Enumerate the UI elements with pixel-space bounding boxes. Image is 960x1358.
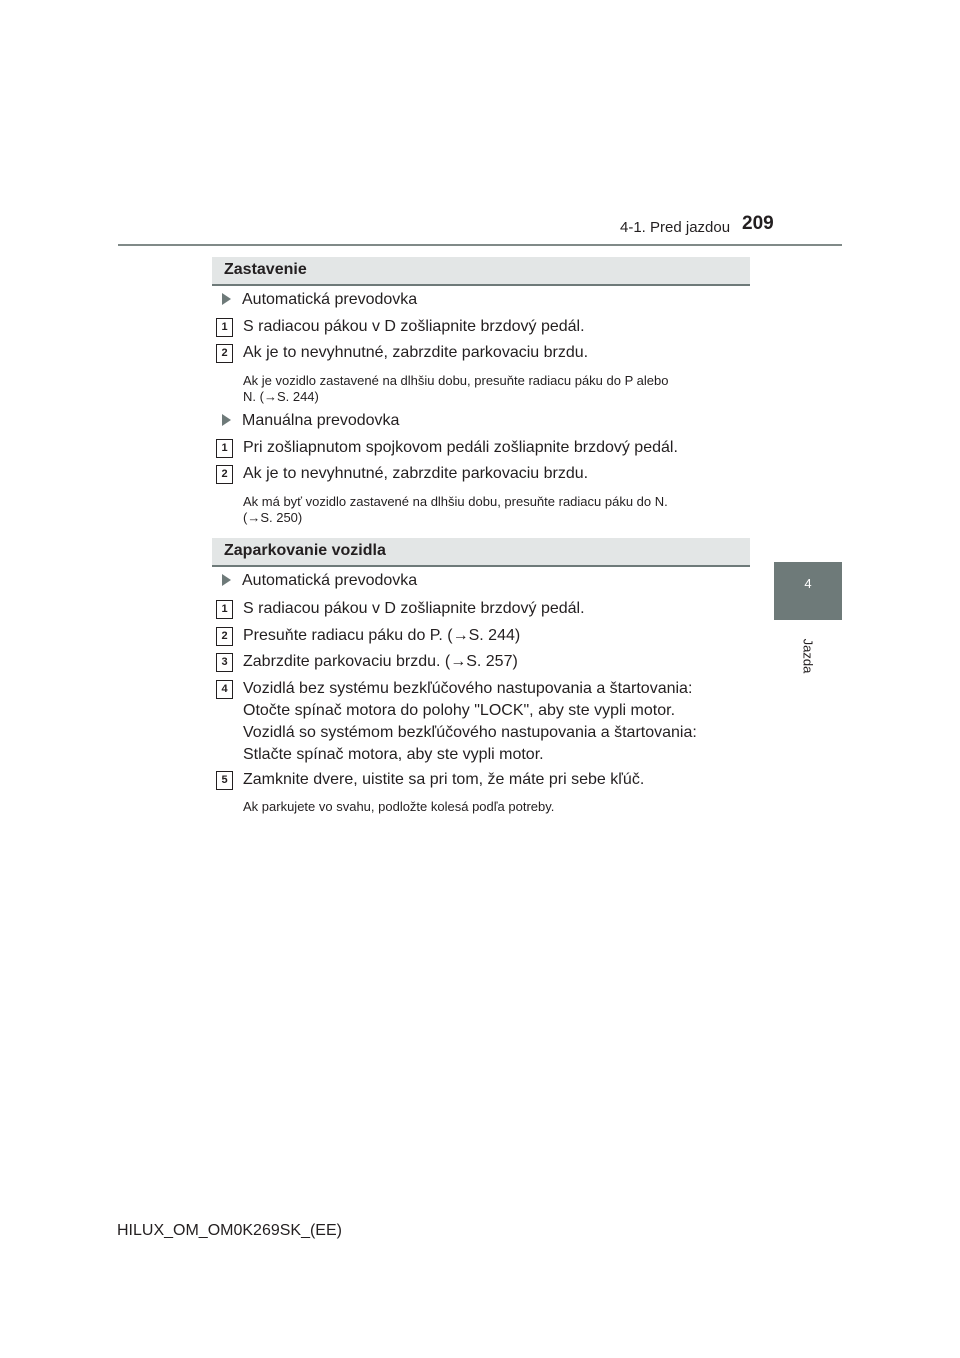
chapter-label: Jazda: [800, 638, 816, 674]
triangle-bullet-icon: [222, 414, 231, 426]
chapter-tab-label: [770, 626, 846, 686]
step-number: 2: [216, 627, 233, 646]
subheading-manual: [222, 412, 399, 430]
step-text-line: Otočte spínač motora do polohy "LOCK", aby ste vypli motor.: [243, 702, 676, 719]
step-number: 2: [216, 465, 233, 484]
section-heading-label: Zastavenie: [224, 261, 307, 278]
header-divider: [118, 244, 842, 246]
step-text: Presuňte radiacu páku do P. (→S. 244): [243, 627, 521, 644]
step-text: [243, 678, 697, 766]
triangle-bullet-icon: [222, 293, 231, 305]
page-header: [0, 0, 960, 250]
chapter-number: 4: [804, 576, 812, 591]
step-number: 1: [216, 318, 233, 337]
subheading-label: Manuálna prevodovka: [242, 412, 400, 429]
step-text: Zamknite dvere, uistite sa pri tom, že máte pri sebe kľúč.: [243, 771, 645, 788]
triangle-bullet-icon: [222, 574, 231, 586]
subheading-automatic: [222, 572, 417, 590]
page-number: 209: [742, 213, 774, 234]
step-text-line: Vozidlá so systémom bezkľúčového nastupovania a štartovania:: [243, 724, 697, 741]
section-title: 4-1. Pred jazdou: [620, 219, 731, 236]
step-number: 1: [216, 439, 233, 458]
section-heading-label: Zaparkovanie vozidla: [224, 542, 386, 559]
step-number: 2: [216, 344, 233, 363]
note-line: Ak parkujete vo svahu, podložte kolesá podľa potreby.: [243, 799, 555, 814]
step-text-line: Vozidlá bez systému bezkľúčového nastupovania a štartovania:: [243, 680, 693, 697]
section-heading-parking: [212, 538, 750, 567]
step-text: Ak je to nevyhnutné, zabrzdite parkovaciu brzdu.: [243, 344, 589, 361]
note-line: Ak je vozidlo zastavené na dlhšiu dobu, presuňte radiacu páku do P alebo: [243, 373, 669, 388]
note: [243, 799, 554, 815]
step-text: Zabrzdite parkovaciu brzdu. (→S. 257): [243, 653, 518, 670]
step-number: 5: [216, 771, 233, 790]
chapter-tab: [774, 562, 842, 620]
step-number: 4: [216, 680, 233, 699]
document-footer: HILUX_OM_OM0K269SK_(EE): [117, 1222, 342, 1239]
subheading-automatic: [222, 291, 417, 309]
note-line: N. (→S. 244): [243, 389, 319, 404]
subheading-label: Automatická prevodovka: [242, 572, 418, 589]
step-number: 3: [216, 653, 233, 672]
section-heading-stopping: [212, 257, 750, 286]
subheading-label: Automatická prevodovka: [242, 291, 418, 308]
step-text-line: Stlačte spínač motora, aby ste vypli motor.: [243, 746, 544, 763]
note-line: (→S. 250): [243, 510, 303, 525]
step-text: Ak je to nevyhnutné, zabrzdite parkovaciu brzdu.: [243, 465, 589, 482]
step-text: S radiacou pákou v D zošliapnite brzdový pedál.: [243, 600, 585, 617]
note-line: Ak má byť vozidlo zastavené na dlhšiu dobu, presuňte radiacu páku do N.: [243, 494, 668, 509]
step-text: Pri zošliapnutom spojkovom pedáli zošliapnite brzdový pedál.: [243, 439, 678, 456]
note: [243, 494, 668, 526]
note: [243, 373, 668, 405]
step-text: S radiacou pákou v D zošliapnite brzdový pedál.: [243, 318, 585, 335]
step-number: 1: [216, 600, 233, 619]
